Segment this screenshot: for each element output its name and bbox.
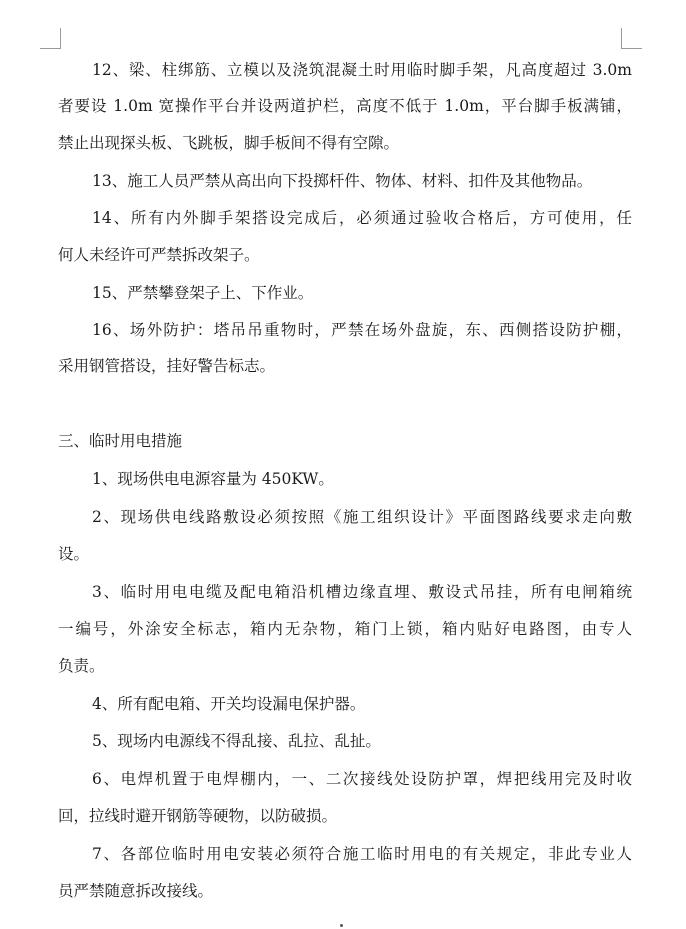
section-heading: 三、临时用电措施	[58, 432, 183, 450]
text-line: 4、所有配电箱、开关均设漏电保护器。	[92, 695, 366, 713]
text-line: 员严禁随意拆改接线。	[58, 882, 214, 900]
text-line: 14、所有内外脚手架搭设完成后，必须通过验收合格后，方可使用，任	[92, 209, 632, 227]
page-footer-mark	[340, 924, 343, 927]
text-line: 负责。	[58, 657, 105, 675]
text-line: 设。	[58, 545, 90, 563]
text-line: 2、现场供电线路敷设必须按照《施工组织设计》平面图路线要求走向敷	[92, 508, 632, 526]
text-line: 1、现场供电电源容量为 450KW。	[92, 470, 334, 488]
margin-corner-mark-top-right	[621, 28, 642, 49]
text-line: 者要设 1.0m 宽操作平台并设两道护栏，高度不低于 1.0m，平台脚手板满铺，	[58, 97, 632, 115]
text-line: 16、场外防护：塔吊吊重物时，严禁在场外盘旋，东、西侧搭设防护棚，	[92, 321, 632, 339]
text-line: 3、临时用电电缆及配电箱沿机槽边缘直埋、敷设式吊挂，所有电闸箱统	[92, 583, 632, 601]
text-line: 12、梁、柱绑筋、立模以及浇筑混凝土时用临时脚手架，凡高度超过 3.0m	[92, 61, 632, 79]
text-line: 13、施工人员严禁从高出向下投掷杆件、物体、材料、扣件及其他物品。	[92, 172, 593, 190]
text-line: 一编号，外涂安全标志，箱内无杂物，箱门上锁，箱内贴好电路图，由专人	[58, 620, 632, 638]
text-line: 采用钢管搭设，挂好警告标志。	[58, 357, 276, 375]
text-line: 禁止出现探头板、飞跳板，脚手板间不得有空隙。	[58, 134, 400, 152]
text-line: 回，拉线时避开钢筋等硬物，以防破损。	[58, 807, 338, 825]
text-line: 何人未经许可严禁拆改架子。	[58, 246, 260, 264]
text-line: 6、电焊机置于电焊棚内，一、二次接线处设防护罩，焊把线用完及时收	[92, 770, 632, 788]
text-line: 5、现场内电源线不得乱接、乱拉、乱扯。	[92, 732, 381, 750]
text-line: 7、各部位临时用电安装必须符合施工临时用电的有关规定，非此专业人	[92, 845, 632, 863]
text-line: 15、严禁攀登架子上、下作业。	[92, 284, 314, 302]
margin-corner-mark-top-left	[40, 28, 61, 49]
